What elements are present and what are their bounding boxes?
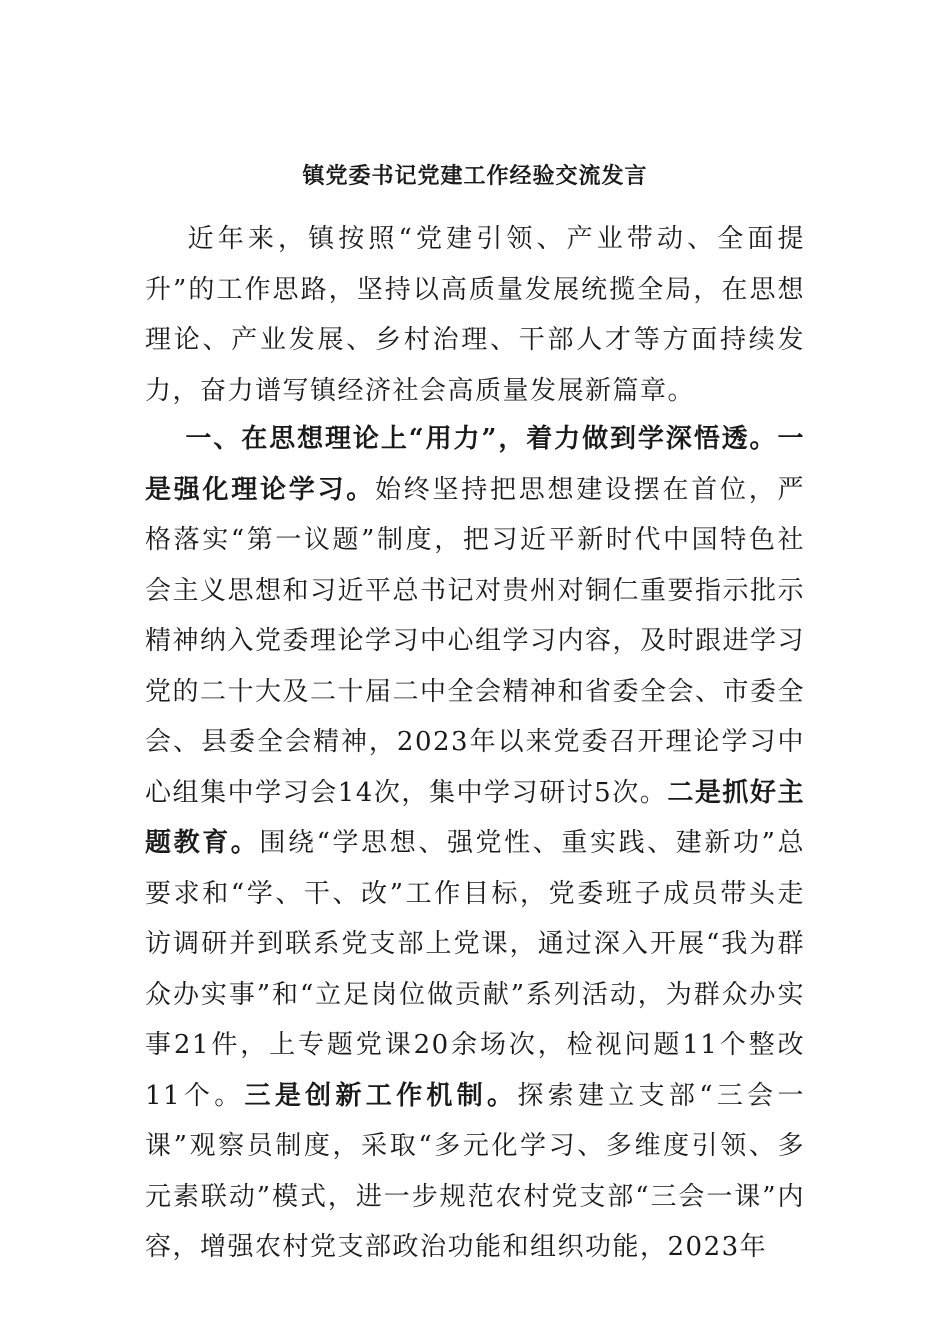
point-two-title: 二是抓好主题教育。 — [145, 777, 805, 858]
intro-paragraph — [145, 214, 805, 416]
section-one-paragraph — [145, 414, 805, 1273]
point-one-title: 一是强化理论学习。 — [145, 424, 805, 505]
document-title: 镇党委书记党建工作经验交流发言 — [302, 163, 648, 189]
intro-paragraph-text: 近年来，镇按照“党建引领、产业带动、全面提升”的工作思路，坚持以高质量发展统揽全局，在思想理论、产业发展、乡村治理、干部人才等方面持续发力，奋力谱写镇经济社会高质量发展新篇章。 — [145, 224, 805, 406]
point-two-text: 围绕“学思想、强党性、重实践、建新功”总要求和“学、干、改”工作目标，党委班子成员带头走访调研并到联系党支部上党课，通过深入开展“我为群众办实事”和“立足岗位做贡献”系列活动，为群众办实事21件，上专题党课20余场次，检视问题11个整改11个。 — [145, 828, 805, 1111]
document-page — [145, 0, 805, 1344]
section-one-heading: 一、在思想理论上“用力”，着力做到学深悟透。 — [185, 424, 778, 454]
point-one-text: 始终坚持把思想建设摆在首位，严格落实“第一议题”制度，把习近平新时代中国特色社会主义思想和习近平总书记对贵州对铜仁重要指示批示精神纳入党委理论学习中心组学习内容，及时跟进学习党的二十大及二十届二中全会精神和省委全会、市委全会、县委全会精神，2023年以来党委召开理论学习中心组集中学习会14次，集中学习研讨5次。 — [145, 474, 806, 808]
point-three-title: 三是创新工作机制。 — [244, 1080, 518, 1111]
point-three-text: 探索建立支部“三会一课”观察员制度，采取“多元化学习、多维度引领、多元素联动”模式，进一步规范农村党支部“三会一课”内容，增强农村党支部政治功能和组织功能，2023年 — [145, 1080, 805, 1262]
